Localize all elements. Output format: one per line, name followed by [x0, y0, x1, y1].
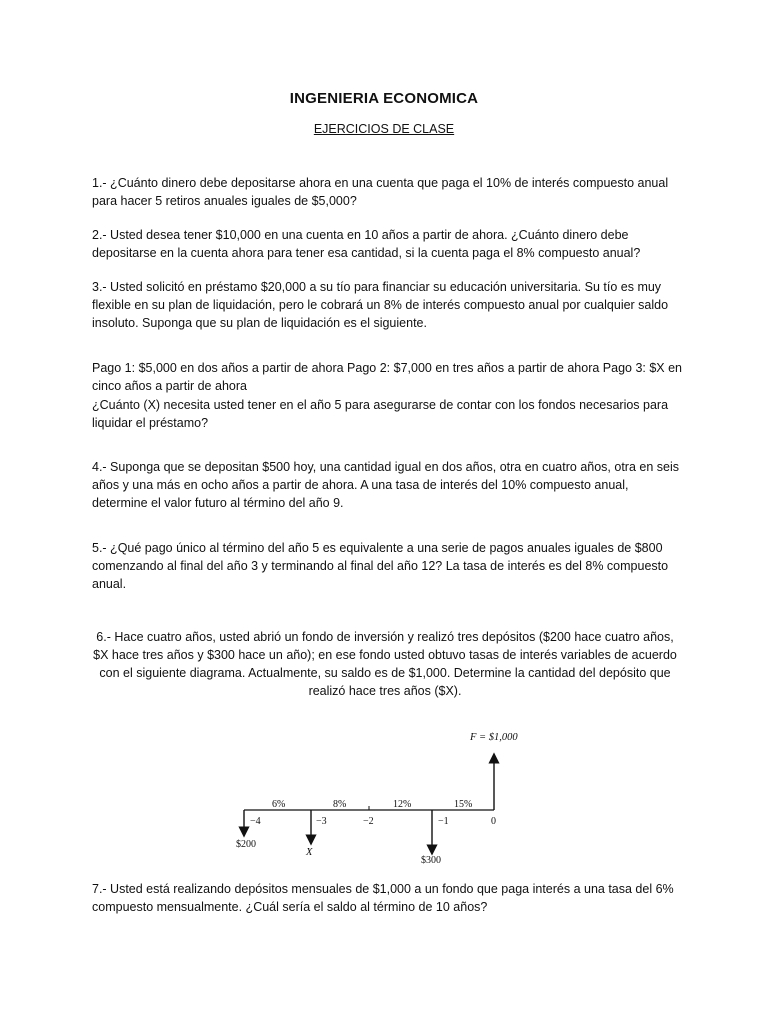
page-title: INGENIERIA ECONOMICA: [289, 90, 479, 107]
rate-label: 15%: [454, 799, 473, 810]
period-label: −2: [363, 816, 374, 827]
rate-label: 8%: [333, 799, 347, 810]
exercise-7: 7.- Usted está realizando depósitos mensuales de $1,000 a un fondo que paga interés a una tasa del 6% compuesto mensualmente. ¿Cuál sería el saldo al término de 10 años?: [92, 882, 674, 914]
period-label: −1: [438, 816, 449, 827]
exercise-2: 2.- Usted desea tener $10,000 en una cuenta en 10 años a partir de ahora. ¿Cuánto dinero debe depositarse en la cuenta ahora para tener esa cantidad, si la cuenta paga el 8% compuesto anual?: [92, 228, 641, 260]
exercise-4: 4.- Suponga que se depositan $500 hoy, una cantidad igual en dos años, otra en cuatro años, otra en seis años y una más en ocho años a partir de ahora. A una tasa de interés del 10% compuesto anual, determine el valor futuro al término del año 9.: [92, 460, 679, 510]
period-label: −3: [316, 816, 327, 827]
rate-label: 6%: [272, 799, 286, 810]
period-label: 0: [491, 816, 496, 827]
period-label: −4: [250, 816, 261, 827]
deposit-label: X: [306, 847, 313, 858]
exercise-6: 6.- Hace cuatro años, usted abrió un fondo de inversión y realizó tres depósitos ($200 hace cuatro años, $X hace tres años y $300 hace un año); en ese fondo usted obtuvo tasas de interés variables de acuerdo con el siguiente diagrama. Actualmente, su saldo es de $1,000. Determine la cantidad del depósito que realizó hace tres años ($X).: [93, 630, 677, 698]
cash-flow-diagram: [230, 722, 550, 867]
exercise-3-payments: Pago 1: $5,000 en dos años a partir de ahora Pago 2: $7,000 en tres años a partir de ahora Pago 3: $X en cinco años a partir de ahora: [92, 361, 683, 393]
deposit-label: $300: [421, 855, 441, 866]
future-value-label: F = $1,000: [470, 732, 518, 743]
page-subtitle: EJERCICIOS DE CLASE: [313, 122, 455, 136]
exercise-3: 3.- Usted solicitó en préstamo $20,000 a su tío para financiar su educación universitaria. Su tío es muy flexible en su plan de liquidación, pero le cobrará un 8% de interés compuesto anual por cualquier saldo insoluto. Suponga que su plan de liquidación es el siguiente.: [92, 280, 669, 330]
deposit-label: $200: [236, 839, 256, 850]
exercise-5: 5.- ¿Qué pago único al término del año 5 es equivalente a una serie de pagos anuales iguales de $800 comenzando al final del año 3 y terminando al final del año 12? La tasa de interés es del 8% compuesto anual.: [92, 541, 669, 591]
exercise-1: 1.- ¿Cuánto dinero debe depositarse ahora en una cuenta que paga el 10% de interés compuesto anual para hacer 5 retiros anuales iguales de $5,000?: [92, 176, 669, 208]
rate-label: 12%: [393, 799, 412, 810]
exercise-3-question: ¿Cuánto (X) necesita usted tener en el año 5 para asegurarse de contar con los fondos necesarios para liquidar el préstamo?: [92, 398, 669, 430]
